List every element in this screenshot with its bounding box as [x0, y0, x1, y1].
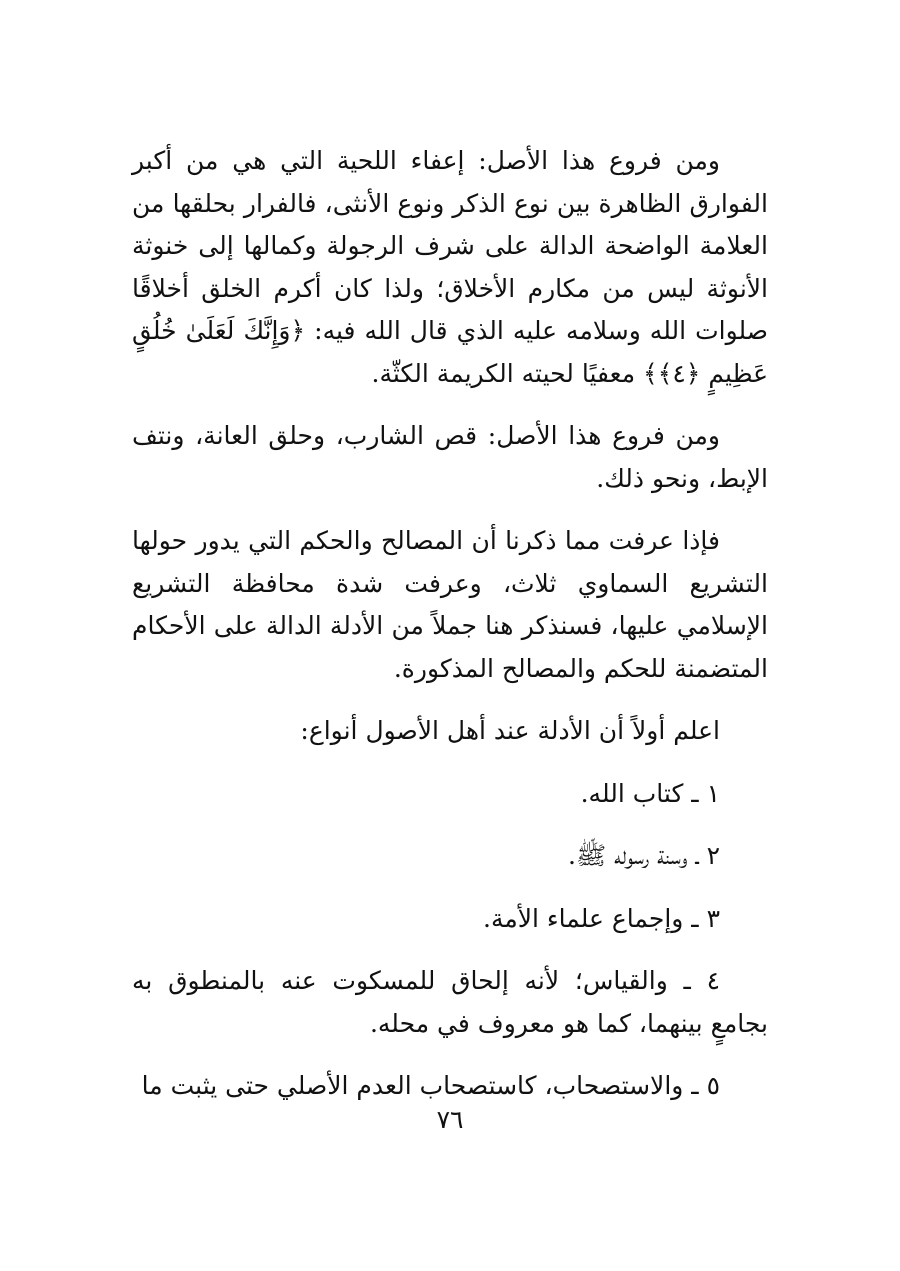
page-number: ٧٦	[436, 1105, 464, 1134]
paragraph-beard: ومن فروع هذا الأصل: إعفاء اللحية التي هي من أكبر الفوارق الظاهرة بين نوع الذكر ونوع الأنثى، فالفرار بحلقها من العلامة الواضحة الدالة على شرف الرجولة وكمالها إلى خنوثة الأنوثة ليس من مكارم الأخلاق؛ ولذا كان أكرم الخلق أخلاقًا صلوات الله وسلامه عليه الذي قال الله فيه: ﴿وَإِنَّكَ لَعَلَىٰ خُلُقٍ عَظِيمٍ ﴿٤﴾﴾ معفيًا لحيته الكريمة الكثّة.	[132, 146, 768, 388]
list-item: ٢ ـ وسنة رسوله ﷺ.	[568, 841, 720, 870]
intro-line: اعلم أولاً أن الأدلة عند أهل الأصول أنواع:	[300, 716, 720, 745]
list-item: ٥ ـ والاستصحاب، كاستصحاب العدم الأصلي حتى يثبت ما	[141, 1071, 720, 1100]
page-body	[132, 140, 768, 1128]
paragraph-grooming: ومن فروع هذا الأصل: قص الشارب، وحلق العانة، ونتف الإبط، ونحو ذلك.	[132, 421, 768, 493]
list-item: ٣ ـ وإجماع علماء الأمة.	[483, 903, 720, 933]
list-item: ٤ ـ والقياس؛ لأنه إلحاق للمسكوت عنه بالمنطوق به بجامعٍ بينهما، كما هو معروف في محله.	[132, 966, 768, 1038]
paragraph-evidence-intro: فإذا عرفت مما ذكرنا أن المصالح والحكم التي يدور حولها التشريع السماوي ثلاث، وعرفت شدة محافظة التشريع الإسلامي عليها، فسنذكر هنا جملاً من الأدلة الدالة على الأحكام المتضمنة للحكم والمصالح المذكورة.	[132, 526, 768, 683]
list-item: ١ ـ كتاب الله.	[580, 778, 720, 808]
